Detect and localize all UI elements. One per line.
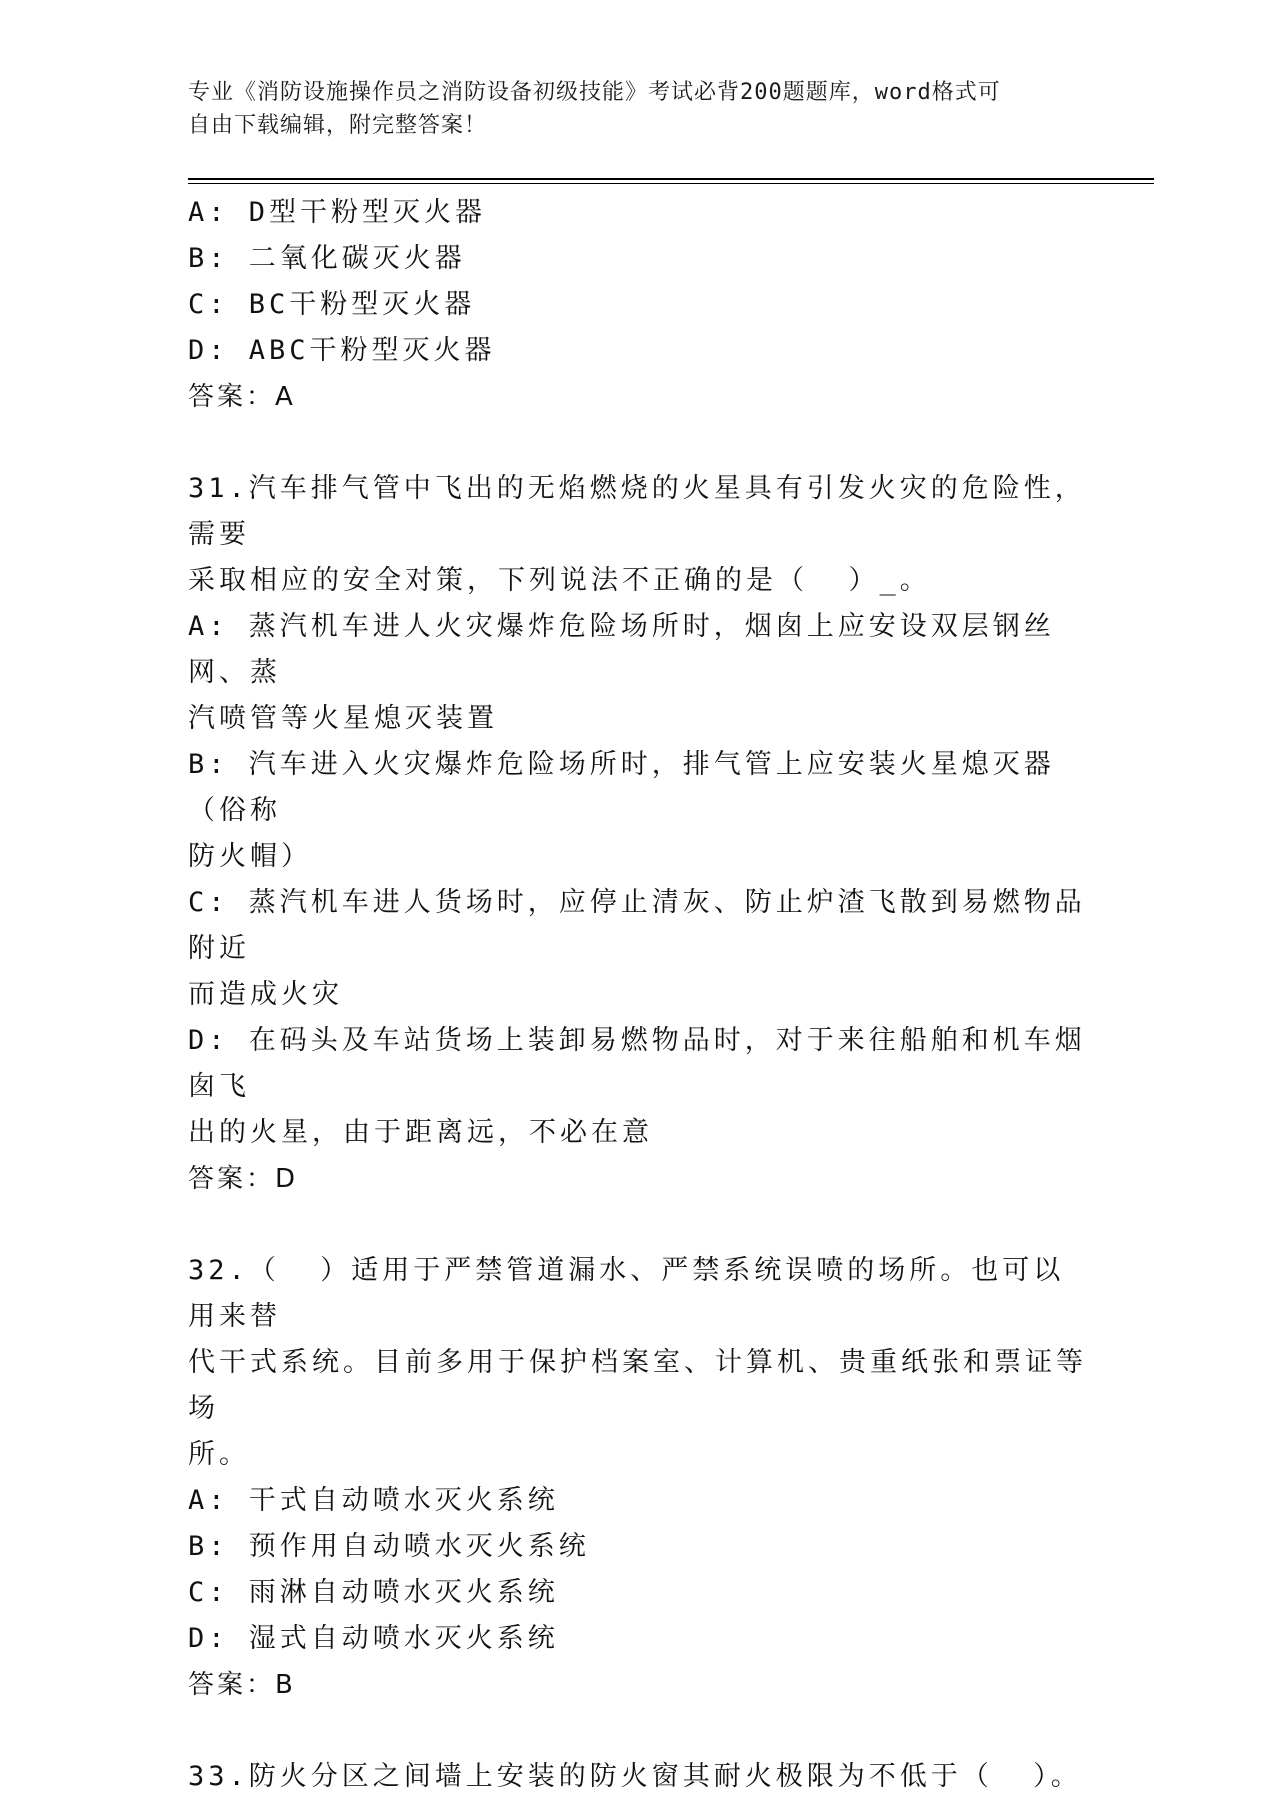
document-header <box>188 76 1068 142</box>
q30-option-d: D: ABC干粉型灭火器 <box>188 335 496 366</box>
q31-stem-line-2: 采取相应的安全对策，下列说法不正确的是（ ）_。 <box>188 565 931 596</box>
q32-answer: 答案：B <box>188 1670 296 1700</box>
q32-option-b: B: 预作用自动喷水灭火系统 <box>188 1531 590 1562</box>
q31-stem-line-1: 31.汽车排气管中飞出的无焰燃烧的火星具有引发火灾的危险性，需要 <box>188 473 1086 550</box>
q30-option-c: C: BC干粉型灭火器 <box>188 289 476 320</box>
q30-answer: 答案：A <box>188 382 296 412</box>
q31-answer: 答案：D <box>188 1164 299 1194</box>
q31-option-d-line-1: D: 在码头及车站货场上装卸易燃物品时，对于来往船舶和机车烟囱飞 <box>188 1025 1086 1102</box>
header-line-1: 专业《消防设施操作员之消防设备初级技能》考试必背200题题库，word格式可 <box>188 80 1001 105</box>
header-divider-thin <box>188 183 1154 184</box>
q32-stem-line-2: 代干式系统。目前多用于保护档案室、计算机、贵重纸张和票证等场 <box>188 1347 1087 1424</box>
q31-option-a-line-1: A: 蒸汽机车进人火灾爆炸危险场所时，烟囱上应安设双层钢丝网、蒸 <box>188 611 1055 688</box>
q32-stem-line-3: 所。 <box>188 1439 250 1470</box>
q32-option-c: C: 雨淋自动喷水灭火系统 <box>188 1577 559 1608</box>
question-31-block <box>188 466 1088 1202</box>
question-30-block <box>188 190 1088 420</box>
q30-option-b: B: 二氧化碳灭火器 <box>188 243 466 274</box>
q31-option-c-line-2: 而造成火灾 <box>188 979 343 1010</box>
q32-option-a: A: 干式自动喷水灭火系统 <box>188 1485 559 1516</box>
q31-option-d-line-2: 出的火星，由于距离远，不必在意 <box>188 1117 653 1148</box>
header-divider-thick <box>188 178 1154 180</box>
header-line-2: 自由下载编辑，附完整答案！ <box>188 113 488 138</box>
q33-stem-line-1: 33.防火分区之间墙上安装的防火窗其耐火极限为不低于（ ）。 <box>188 1761 1082 1792</box>
q32-stem-line-1: 32.（ ）适用于严禁管道漏水、严禁系统误喷的场所。也可以用来替 <box>188 1255 1065 1332</box>
q30-option-a: A: D型干粉型灭火器 <box>188 197 487 228</box>
question-33-block <box>188 1754 1088 1800</box>
q32-option-d: D: 湿式自动喷水灭火系统 <box>188 1623 559 1654</box>
q31-option-a-line-2: 汽喷管等火星熄灭装置 <box>188 703 498 734</box>
question-content <box>188 190 1088 1800</box>
q31-option-c-line-1: C: 蒸汽机车进人货场时，应停止清灰、防止炉渣飞散到易燃物品附近 <box>188 887 1086 964</box>
question-32-block <box>188 1248 1088 1708</box>
q31-option-b-line-2: 防火帽） <box>188 841 312 872</box>
q31-option-b-line-1: B: 汽车进入火灾爆炸危险场所时，排气管上应安装火星熄灭器（俗称 <box>188 749 1055 826</box>
